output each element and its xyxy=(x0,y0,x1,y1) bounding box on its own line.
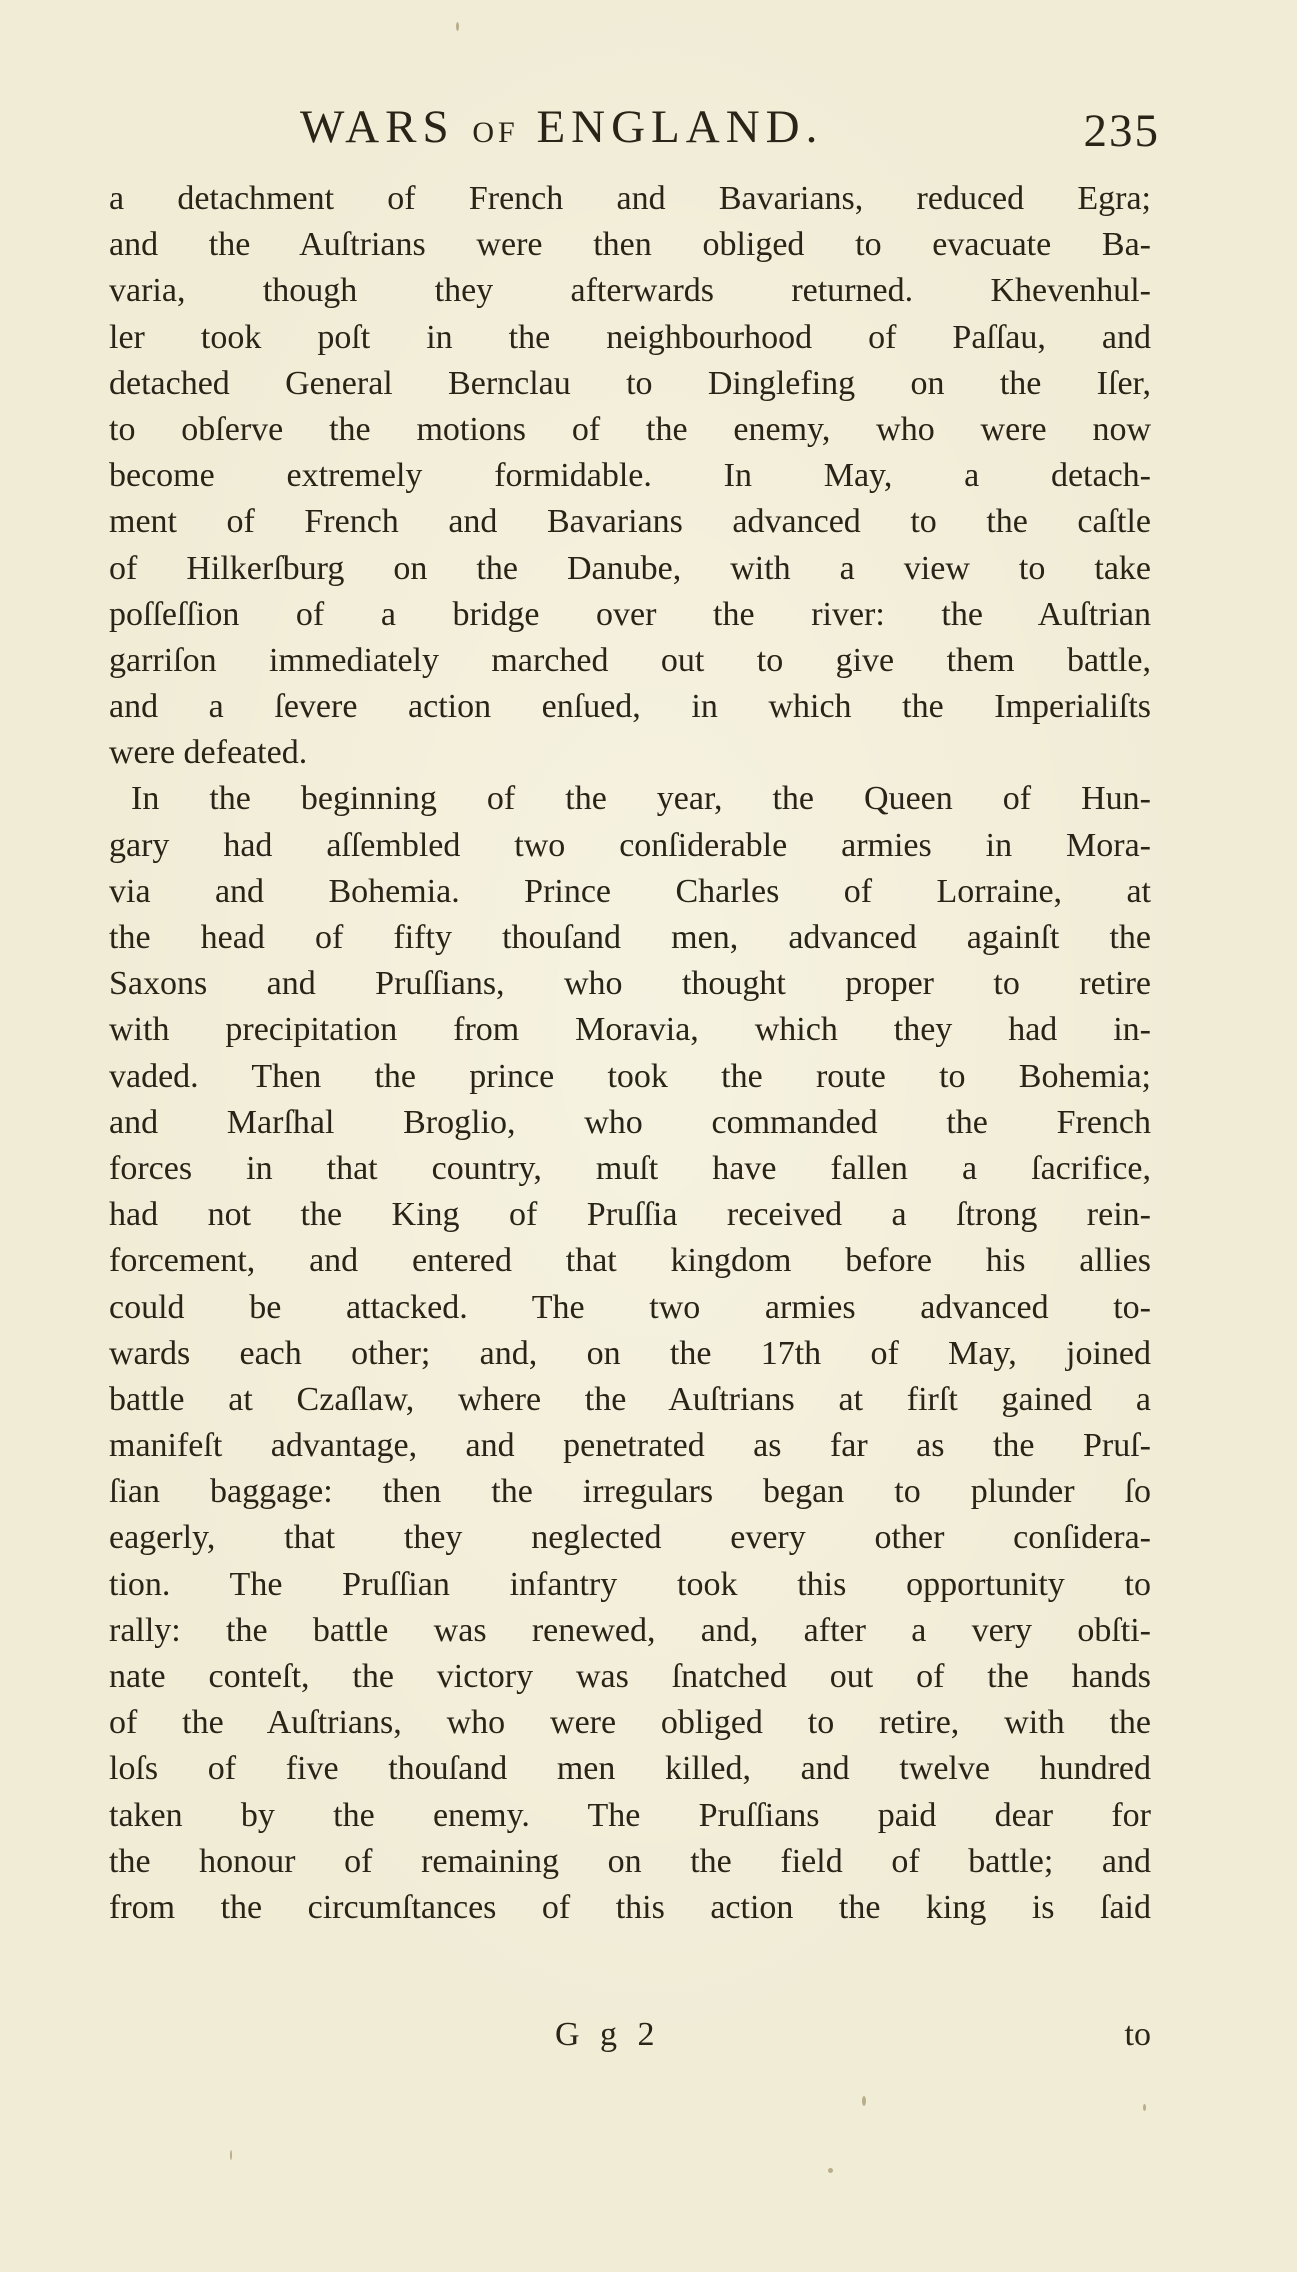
text-line: forcement, and entered that kingdom before his allies xyxy=(109,1242,1151,1280)
text-line: to obſerve the motions of the enemy, who were now xyxy=(109,410,1151,448)
text-line: detached General Bernclau to Dinglefing on the Iſer, xyxy=(109,364,1151,402)
text-line: tion. The Pruſſian infantry took this opportunity to xyxy=(109,1565,1151,1603)
text-line: eagerly, that they neglected every other conſidera- xyxy=(109,1519,1151,1557)
paper-speck xyxy=(1143,2104,1146,2111)
text-line: were defeated. xyxy=(109,734,308,772)
text-line: via and Bohemia. Prince Charles of Lorraine, at xyxy=(109,872,1151,910)
paper-speck xyxy=(230,2150,232,2160)
text-line: battle at Czaſlaw, where the Auſtrians at firſt gained a xyxy=(109,1380,1151,1418)
text-line: loſs of five thouſand men killed, and twelve hundred xyxy=(109,1750,1151,1788)
paragraph-start-line: In the beginning of the year, the Queen of Hun- xyxy=(131,780,1151,818)
text-line: forces in that country, muſt have fallen a ſacrifice, xyxy=(109,1149,1151,1187)
text-line: a detachment of French and Bavarians, reduced Egra; xyxy=(109,180,1151,217)
text-line: gary had aſſembled two conſiderable armies in Mora- xyxy=(109,826,1151,864)
running-title-wars: WARS xyxy=(300,101,473,153)
page-header xyxy=(300,100,1160,170)
text-line: Saxons and Pruſſians, who thought proper to retire xyxy=(109,965,1151,1003)
text-line: varia, though they afterwards returned. Khevenhul- xyxy=(109,272,1151,310)
text-line: and Marſhal Broglio, who commanded the French xyxy=(109,1103,1151,1141)
signature-mark: G g 2 xyxy=(555,2016,661,2053)
text-line: from the circumſtances of this action the king is ſaid xyxy=(109,1888,1151,1926)
page-footer xyxy=(109,2016,1151,2066)
text-line: rally: the battle was renewed, and, after a very obſti- xyxy=(109,1611,1151,1649)
text-line: and a ſevere action enſued, in which the Imperialiſts xyxy=(109,688,1151,726)
text-line: ler took poſt in the neighbourhood of Paſſau, and xyxy=(109,318,1151,356)
text-line: could be attacked. The two armies advanced to- xyxy=(109,1288,1151,1326)
text-line: poſſeſſion of a bridge over the river: the Auſtrian xyxy=(109,595,1151,633)
paper-speck xyxy=(828,2168,833,2173)
text-line: with precipitation from Moravia, which they had in- xyxy=(109,1011,1151,1049)
page-number: 235 xyxy=(1083,105,1160,157)
text-line: of Hilkerſburg on the Danube, with a view to take xyxy=(109,549,1151,587)
text-line: ment of French and Bavarians advanced to the caſtle xyxy=(109,503,1151,541)
text-line: vaded. Then the prince took the route to Bohemia; xyxy=(109,1057,1151,1095)
text-line: taken by the enemy. The Pruſſians paid dear for xyxy=(109,1796,1151,1834)
text-line: and the Auſtrians were then obliged to evacuate Ba- xyxy=(109,226,1151,264)
paper-speck xyxy=(456,22,459,31)
text-line: nate conteſt, the victory was ſnatched out of the hands xyxy=(109,1658,1151,1695)
text-line: the head of fifty thouſand men, advanced againſt the xyxy=(109,919,1151,956)
text-line: ſian baggage: then the irregulars began to plunder ſo xyxy=(109,1473,1151,1511)
running-title-of: OF xyxy=(472,116,519,149)
text-line: the honour of remaining on the field of battle; and xyxy=(109,1842,1151,1880)
running-title-england: ENGLAND. xyxy=(518,101,824,153)
text-line: of the Auſtrians, who were obliged to retire, with the xyxy=(109,1704,1151,1742)
catchword: to xyxy=(1124,2016,1151,2053)
text-line: manifeſt advantage, and penetrated as far as the Pruſ- xyxy=(109,1427,1151,1465)
body-text xyxy=(109,176,1151,1931)
text-line: become extremely formidable. In May, a detach- xyxy=(109,457,1151,495)
text-line: had not the King of Pruſſia received a ſtrong rein- xyxy=(109,1196,1151,1234)
paper-speck xyxy=(862,2096,866,2106)
text-line: garriſon immediately marched out to give them battle, xyxy=(109,641,1151,679)
text-line: wards each other; and, on the 17th of May, joined xyxy=(109,1334,1151,1372)
running-title xyxy=(300,100,823,154)
